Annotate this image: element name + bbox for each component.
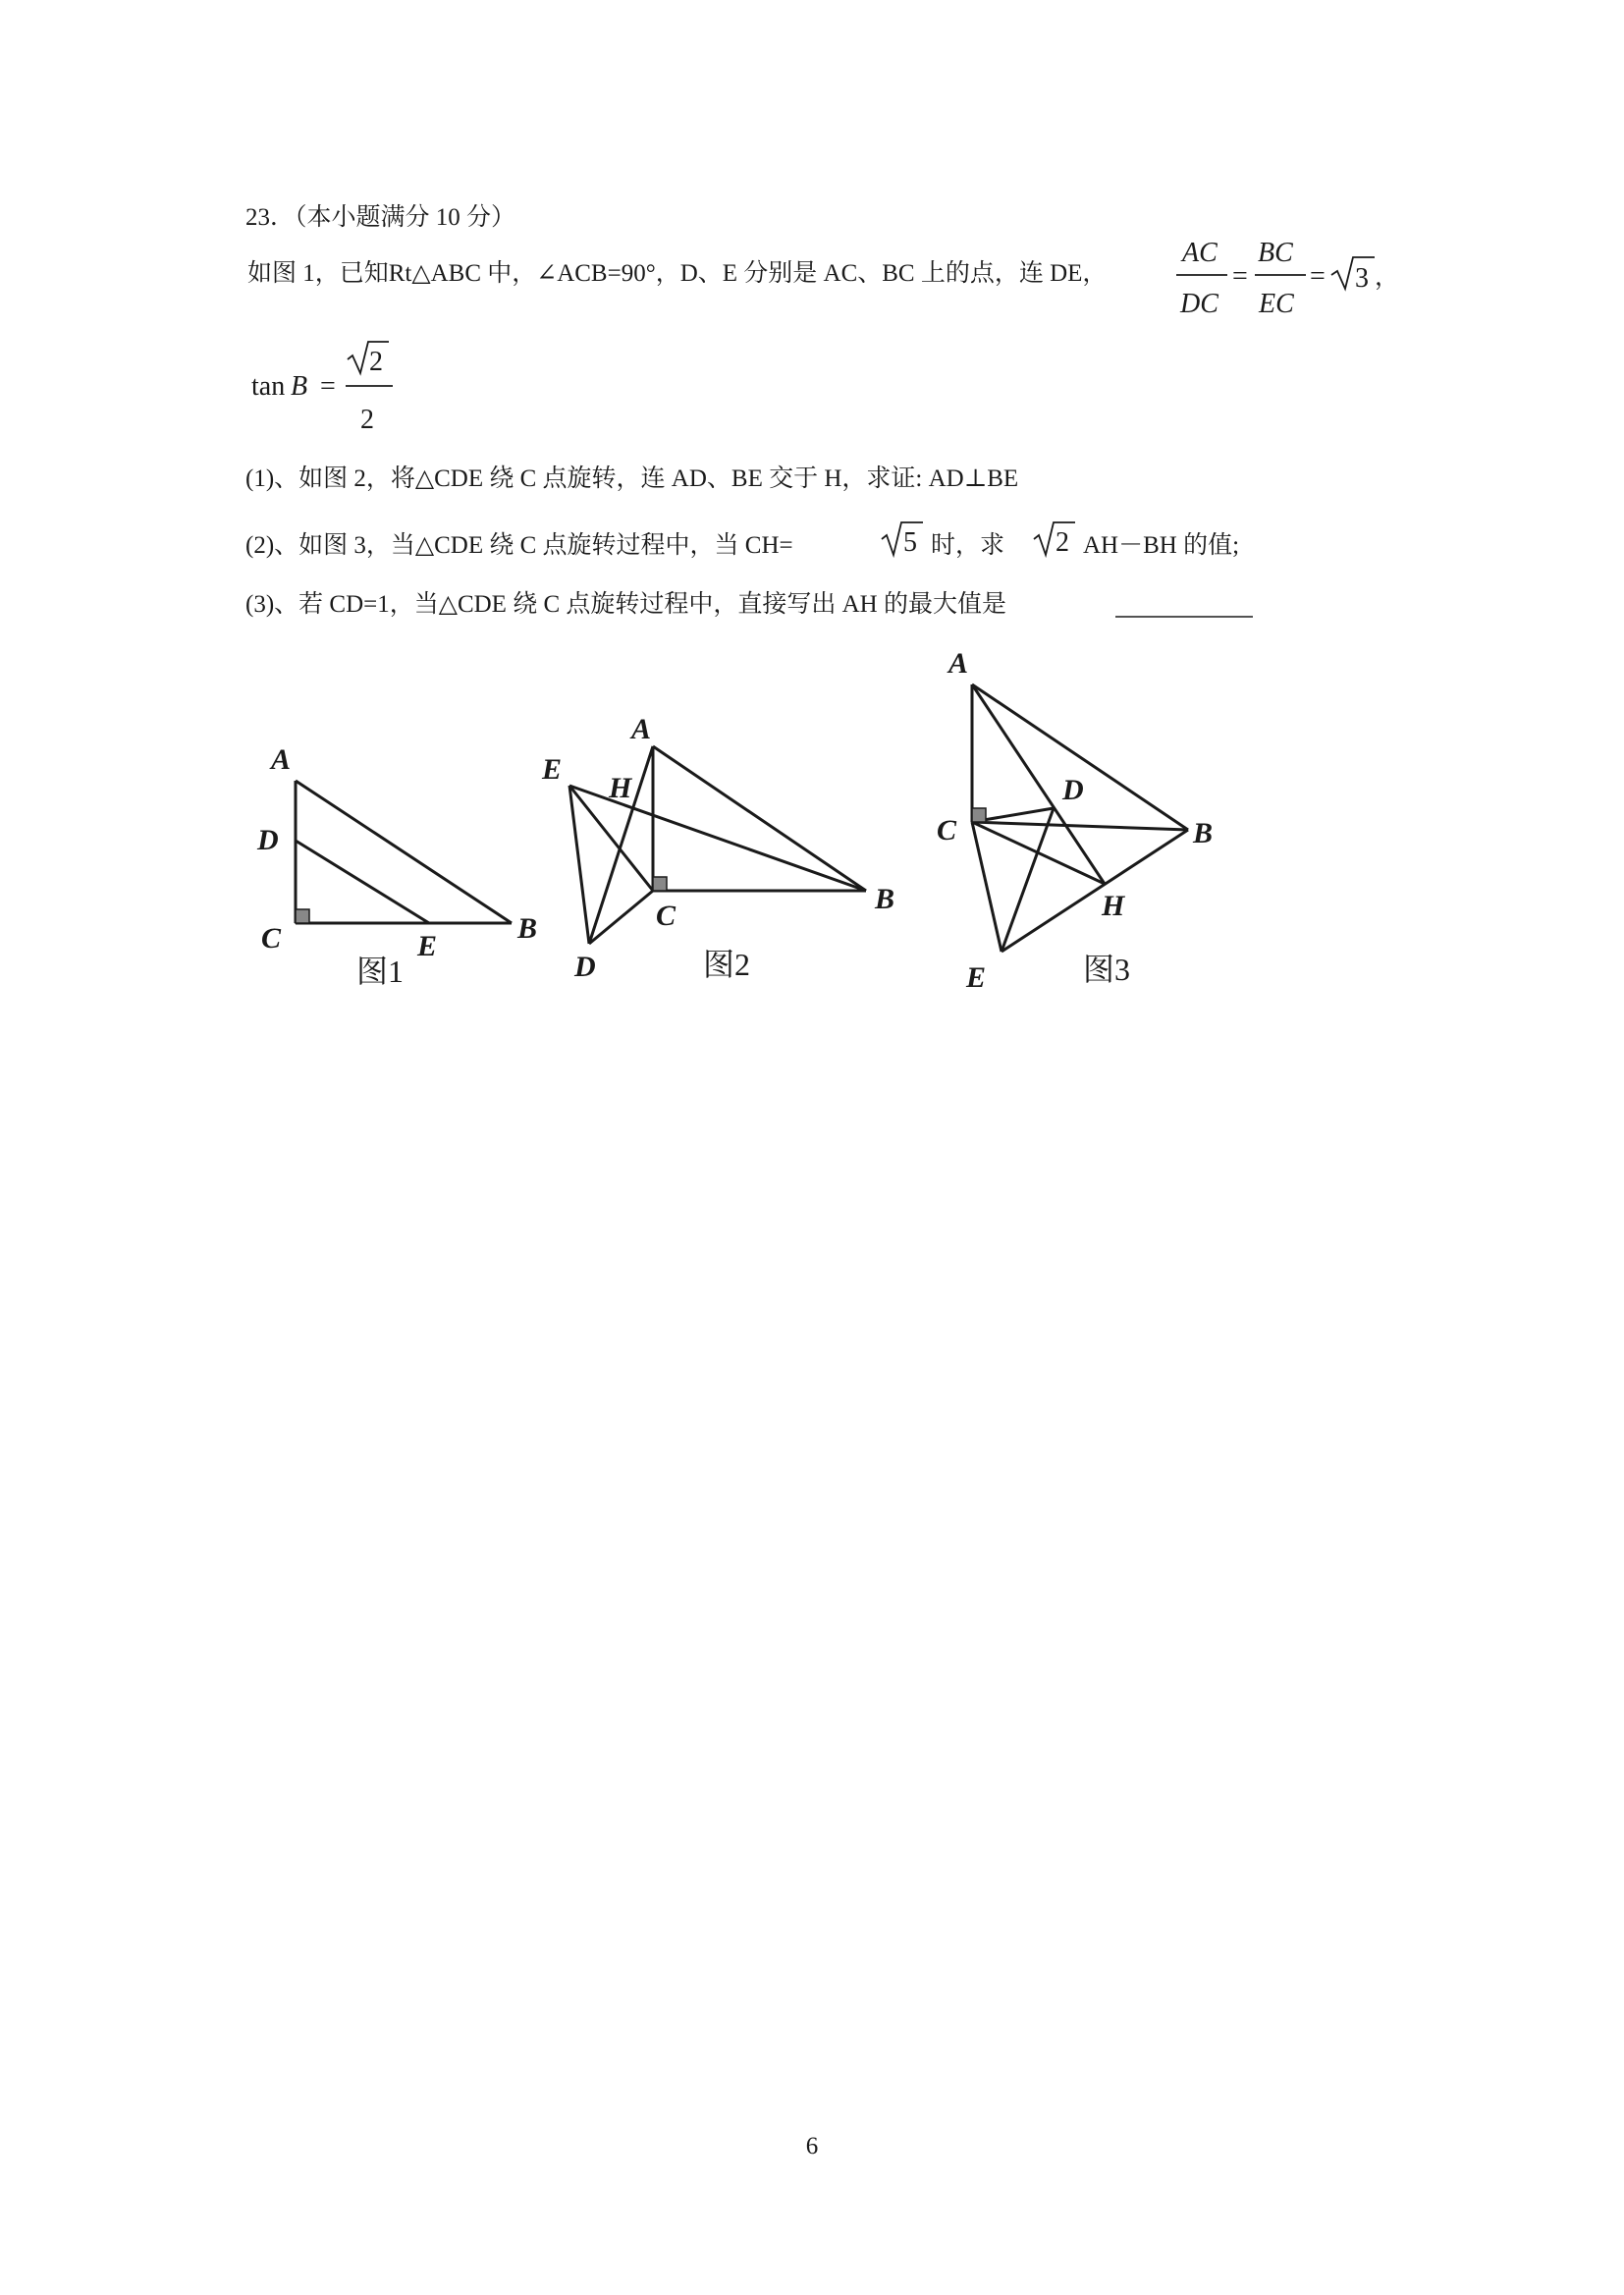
segment-CE xyxy=(972,822,1001,952)
question-2-root-1: 5 xyxy=(903,527,917,558)
label-D: D xyxy=(257,824,279,856)
figure-caption: 图1 xyxy=(356,954,405,989)
question-2-root-2: 2 xyxy=(1056,527,1069,558)
tan-equals: = xyxy=(320,371,336,402)
tan-variable: B xyxy=(291,371,308,402)
figure-1 xyxy=(256,743,537,989)
ratio-numerator-2: BC xyxy=(1258,238,1293,268)
tan-function: tan xyxy=(251,371,286,402)
problem-intro: 如图 1，已知Rt△ABC 中，∠ACB=90°，D、E 分别是 AC、BC 上的点，连 DE， xyxy=(247,260,1108,287)
label-A: A xyxy=(271,743,292,776)
label-E: E xyxy=(542,753,563,786)
label-B: B xyxy=(1193,817,1214,849)
page-number: 6 xyxy=(805,2133,819,2159)
ratio-equals-1: = xyxy=(1232,261,1248,292)
figure-3 xyxy=(937,647,1213,994)
ratio-trailing-comma: ， xyxy=(1375,264,1400,291)
label-E: E xyxy=(417,930,438,962)
question-1: (1)、如图 2，将△CDE 绕 C 点旋转，连 AD、BE 交于 H，求证: AD⊥BE xyxy=(245,465,1019,492)
segment-AB xyxy=(296,781,512,923)
tan-expression xyxy=(251,342,393,435)
label-A: A xyxy=(948,647,969,680)
label-C: C xyxy=(937,814,957,847)
ratio-numerator-1: AC xyxy=(1182,238,1218,268)
label-H: H xyxy=(1102,890,1125,922)
ratio-denominator-2: EC xyxy=(1259,289,1294,319)
figure-caption: 图2 xyxy=(703,947,751,982)
right-angle-marker xyxy=(296,909,309,923)
right-angle-marker xyxy=(972,808,986,822)
label-H: H xyxy=(609,772,632,804)
ratio-expression xyxy=(1176,238,1399,319)
label-A: A xyxy=(631,713,652,745)
segment-DE xyxy=(296,841,429,923)
figure-caption: 图3 xyxy=(1083,952,1131,987)
problem-heading: 23．（本小题满分 10 分） xyxy=(245,204,516,231)
label-C: C xyxy=(656,900,677,932)
label-C: C xyxy=(261,922,282,955)
ratio-equals-2: = xyxy=(1310,261,1326,292)
segment-AB xyxy=(653,746,866,891)
label-B: B xyxy=(875,883,895,915)
segment-CB xyxy=(972,822,1188,830)
right-angle-marker xyxy=(653,877,667,891)
tan-numerator: 2 xyxy=(369,347,383,377)
question-2-part-a: (2)、如图 3，当△CDE 绕 C 点旋转过程中，当 CH= xyxy=(245,532,793,559)
tan-denominator: 2 xyxy=(360,405,374,435)
label-E: E xyxy=(966,961,987,994)
segment-AB xyxy=(972,684,1188,830)
question-2 xyxy=(245,522,1239,559)
label-B: B xyxy=(517,912,538,945)
question-2-part-c: AH－BH 的值; xyxy=(1083,532,1240,559)
label-D: D xyxy=(1062,774,1084,806)
ratio-denominator-1: DC xyxy=(1180,289,1218,319)
figure-2 xyxy=(541,713,894,983)
label-D: D xyxy=(574,951,596,983)
question-3: (3)、若 CD=1，当△CDE 绕 C 点旋转过程中，直接写出 AH 的最大值是 xyxy=(245,591,1006,618)
segment-ED xyxy=(569,786,589,944)
segment-DE xyxy=(1001,808,1054,952)
question-2-part-b: 时，求 xyxy=(931,532,1005,559)
ratio-sqrt-value: 3 xyxy=(1355,263,1369,294)
